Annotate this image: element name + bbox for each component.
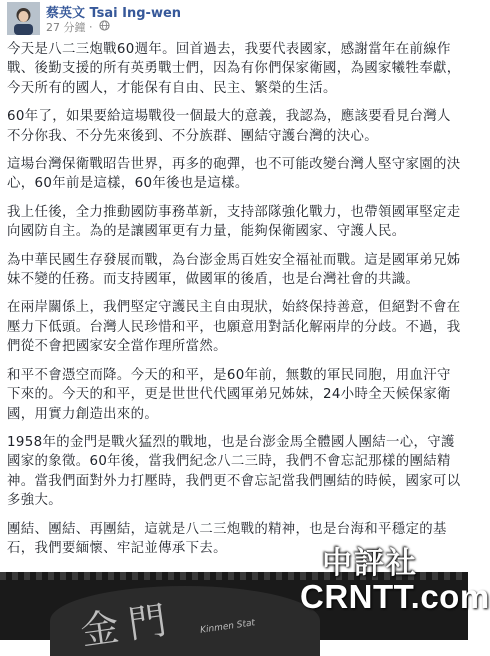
avatar[interactable] xyxy=(7,2,40,35)
post-paragraph: 60年了，如果要給這場戰役一個最大的意義，我認為，應該要看見台灣人不分你我、不分先來後到、不分族群、團結守護台灣的決心。 xyxy=(7,109,451,144)
image-text: 金門 xyxy=(77,596,180,654)
post-paragraph: 在兩岸關係上，我們堅定守護民主自由現狀，始終保持善意，但絕對不會在壓力下低頭。台灣人民珍惜和平，也願意用對話化解兩岸的分歧。不過，我們從不會把國家安全當作理所當然。 xyxy=(7,300,461,355)
watermark-english: CRNTT.com xyxy=(300,578,490,615)
author-name[interactable]: 蔡英文 Tsai Ing-wen xyxy=(46,6,182,21)
post-time[interactable]: 27 分鐘 xyxy=(46,21,86,34)
post-paragraph: 團結、團結、再團結，這就是八二三炮戰的精神，也是台海和平穩定的基石，我們要緬懷、牢記並傳承下去。 xyxy=(7,521,447,556)
image-subtext: Kinmen Stat xyxy=(199,618,256,636)
globe-icon xyxy=(99,20,110,34)
post-paragraph: 1958年的金門是戰火猛烈的戰地，也是台澎金馬全體國人團結一心，守護國家的象徵。60年後，當我們紀念八二三時，我們不會忘記那樣的團結精神。當我們面對外力打壓時，我們更不會忘記當我們團結的時候，國家可以多強大。 xyxy=(7,434,461,509)
post-paragraph: 今天是八二三炮戰60週年。回首過去，我要代表國家，感謝當年在前線作戰、後勤支援的所有英勇戰士們，因為有你們保家衛國，為國家犧牲奉獻，今天所有的國人，才能保有自由、民主、繁榮的生活。 xyxy=(7,42,461,96)
post-paragraph: 這場台灣保衛戰昭告世界，再多的砲彈，也不可能改變台灣人堅守家園的決心，60年前是這樣，60年後也是這樣。 xyxy=(7,157,461,192)
post-meta xyxy=(46,19,110,35)
post-body xyxy=(7,40,463,567)
post-paragraph: 我上任後，全力推動國防事務革新，支持部隊強化戰力，也帶領國軍堅定走向國防自主。為的是讓國軍更有力量，能夠保衛國家、守護人民。 xyxy=(7,204,461,240)
post-header xyxy=(0,0,468,40)
watermark-chinese: 中評社 xyxy=(322,546,418,581)
post-paragraph: 為中華民國生存發展而戰，為台澎金馬百姓安全福祉而戰。這是國軍弟兄姊妹不變的任務。而支持國軍，做國軍的後盾，也是台灣社會的共識。 xyxy=(7,252,461,288)
post-paragraph: 和平不會憑空而降。今天的和平，是60年前，無數的軍民同胞，用血汗守下來的。今天的和平，更是世世代代國軍弟兄姊妹，24小時全天候保家衛國，用實力創造出來的。 xyxy=(7,367,451,422)
meta-separator: · xyxy=(89,20,93,34)
